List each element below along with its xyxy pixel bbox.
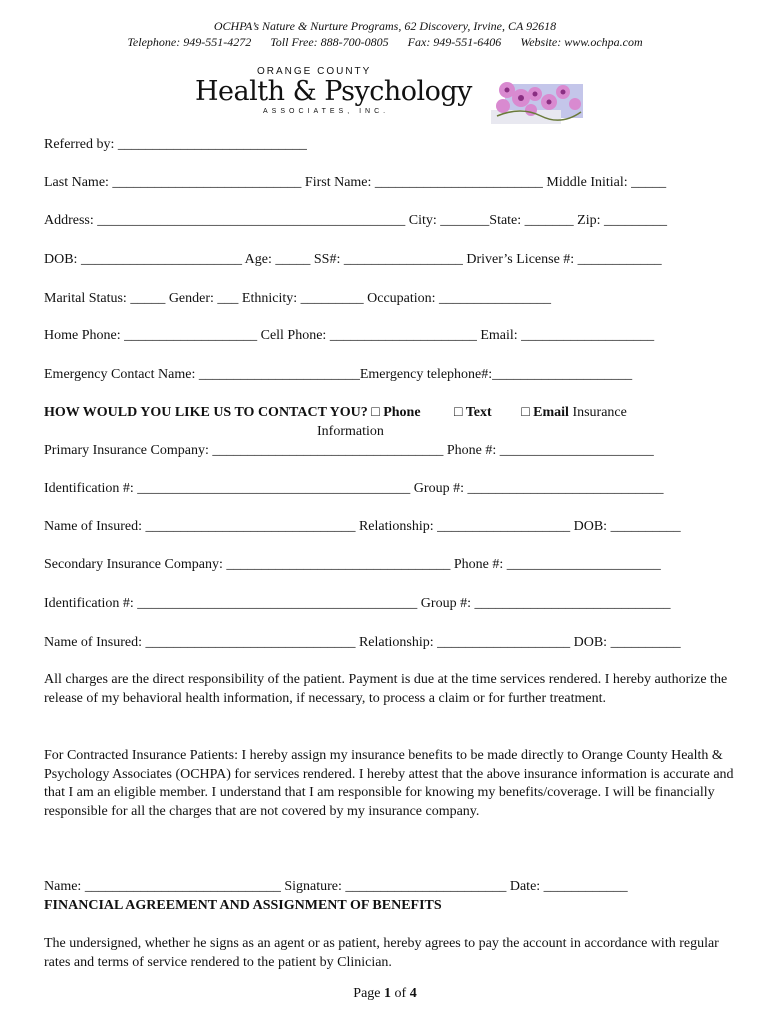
secondary-insured-fields[interactable]: Name of Insured: ______________________________ Relationship: ___________________ DOB: __________ — [44, 635, 681, 650]
primary-insurance-fields[interactable]: Primary Insurance Company: _________________________________ Phone #: ______________________ — [44, 443, 654, 458]
telephone: Telephone: 949-551-4272 — [127, 35, 252, 49]
contact-question: HOW WOULD YOU LIKE US TO CONTACT YOU? — [44, 405, 368, 420]
of-word: of — [394, 986, 407, 1001]
emergency-fields[interactable]: Emergency Contact Name: _______________________Emergency telephone#:____________________ — [44, 367, 633, 382]
marital-fields[interactable]: Marital Status: _____ Gender: ___ Ethnicity: _________ Occupation: ________________ — [44, 291, 552, 306]
signature-fields[interactable]: Name: ____________________________ Signature: _______________________ Date: ____________ — [44, 879, 628, 894]
primary-insured-fields[interactable]: Name of Insured: ______________________________ Relationship: ___________________ DOB: __________ — [44, 519, 681, 534]
phone-fields[interactable]: Home Phone: ___________________ Cell Phone: _____________________ Email: ___________________ — [44, 328, 655, 343]
page-number: 1 — [384, 986, 392, 1001]
referred-by-field[interactable]: Referred by: ___________________________ — [44, 137, 307, 152]
contact-text-checkbox[interactable]: □ Text — [454, 405, 492, 420]
logo-name: Health & Psychology — [195, 76, 472, 107]
address-fields[interactable]: Address: ____________________________________________ City: _______State: _______ Zip: _________ — [44, 213, 667, 228]
charges-paragraph: All charges are the direct responsibility of the patient. Payment is due at the time services rendered. I hereby authorize the release of my behavioral health information, if necessary, to process a claim or for further treatment. — [44, 672, 728, 706]
letterhead-address: OCHPA’s Nature & Nurture Programs, 62 Discovery, Irvine, CA 92618 — [213, 19, 557, 33]
secondary-insurance-fields[interactable]: Secondary Insurance Company: ________________________________ Phone #: ______________________ — [44, 557, 661, 572]
name-fields[interactable]: Last Name: ___________________________ First Name: ________________________ Middle Initial: _____ — [44, 175, 667, 190]
secondary-id-fields[interactable]: Identification #: ________________________________________ Group #: ____________________________ — [44, 596, 671, 611]
letterhead — [0, 18, 770, 50]
page-word: Page — [353, 986, 381, 1001]
fax: Fax: 949-551-6406 — [407, 35, 502, 49]
logo-county: ORANGE COUNTY — [257, 66, 372, 77]
dob-fields[interactable]: DOB: _______________________ Age: _____ SS#: _________________ Driver’s License #: ____________ — [44, 252, 662, 267]
page-total: 4 — [409, 986, 417, 1001]
page-indicator — [0, 986, 770, 1002]
contact-email-checkbox[interactable]: □ Email Insurance — [521, 405, 627, 420]
website: Website: www.ochpa.com — [520, 35, 643, 49]
letterhead-contacts — [0, 34, 770, 50]
orchid-flowers-icon — [491, 76, 583, 124]
contracted-paragraph: For Contracted Insurance Patients: I hereby assign my insurance benefits to be made directly to Orange County Health & Psychology Associates (OCHPA) for services rendered. I hereby attest that the above insurance information is accurate and that I am an eligible member. I understand that I am responsible for knowing my benefits/coverage. I will be financially responsible for all the charges that are not covered by my insurance company. — [44, 748, 734, 819]
contact-preference — [44, 404, 627, 422]
toll-free: Toll Free: 888-700-0805 — [270, 35, 389, 49]
contact-phone-checkbox[interactable]: □ Phone — [371, 405, 421, 420]
undersigned-paragraph: The undersigned, whether he signs as an agent or as patient, hereby agrees to pay the account in accordance with regular rates and terms of service rendered to the patient by Clinician. — [44, 936, 719, 970]
financial-agreement-heading: FINANCIAL AGREEMENT AND ASSIGNMENT OF BENEFITS — [44, 898, 442, 913]
logo-associates: ASSOCIATES, INC. — [263, 108, 390, 115]
insurance-information-label: Information — [317, 424, 384, 439]
company-logo — [195, 66, 585, 126]
primary-id-fields[interactable]: Identification #: _______________________________________ Group #: ____________________________ — [44, 481, 664, 496]
